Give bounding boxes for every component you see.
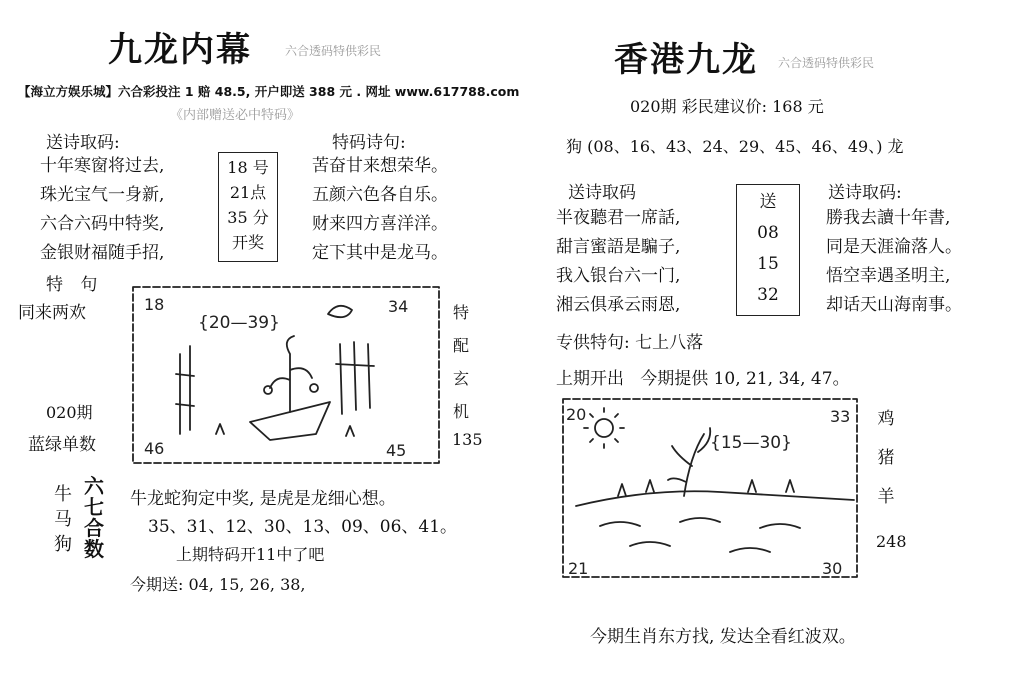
poem-line: 半夜聽君一席話,: [556, 208, 681, 228]
left-sketch: [130, 284, 442, 466]
left-poem1-label: 送诗取码:: [46, 133, 120, 153]
poem-line: 十年寒窗将过去,: [40, 156, 165, 176]
left-slogan: 牛龙蛇狗定中奖, 是虎是龙细心想。: [130, 489, 396, 509]
right-poem1: [556, 204, 680, 320]
poem-line: 却话天山海南事。: [826, 295, 962, 315]
side-char: 机: [452, 402, 469, 421]
poem-line: 湘云俱承云雨恩,: [556, 295, 681, 315]
left-numbers: 35、31、12、30、13、09、06、41。: [148, 517, 458, 537]
ad-banner: 【海立方娱乐城】六合彩投注 1 赔 48.5, 开户即送 388 元 . 网址 www.617788.com: [18, 84, 520, 99]
last-result: 上期特码开11中了吧: [176, 545, 325, 564]
six-seven-char: 合: [84, 516, 104, 540]
rain-lines-icon: [336, 342, 374, 414]
poem-line: 同是天涯淪落人。: [826, 237, 962, 257]
sketch-bl-number: 46: [144, 439, 165, 458]
dog-dragon-line: 狗 (08、16、43、24、29、45、46、49、) 龙: [566, 137, 904, 156]
right-special: 专供特句: 七上八落: [556, 333, 704, 353]
wave-icon: [600, 518, 800, 552]
left-side-number: 135: [452, 430, 483, 449]
grass-icon: [216, 424, 354, 436]
right-title-note: 六合透码特供彩民: [778, 56, 875, 70]
send-numbers-box: [736, 184, 800, 316]
six-seven-char: 七: [84, 495, 104, 519]
draw-day: 18 号: [227, 158, 269, 177]
poem-line: 六合六码中特奖,: [40, 214, 165, 234]
sketch-tr-number: 33: [830, 407, 851, 426]
right-sketch: [560, 396, 860, 582]
side-char: 特: [452, 303, 469, 322]
send-label: 送: [759, 192, 777, 212]
draw-hour: 21点: [229, 183, 267, 202]
draw-time-box: [218, 152, 278, 262]
plant-icon: [270, 336, 312, 412]
shoreline: [576, 491, 854, 506]
side-char: 配: [452, 336, 469, 355]
sketch-br-number: 45: [386, 441, 407, 460]
right-side-number: 248: [876, 532, 907, 551]
poem-line: 定下其中是龙马。: [312, 243, 448, 263]
left-poem1: [40, 152, 164, 268]
side-char: 羊: [877, 487, 895, 507]
six-seven-char: 六: [84, 474, 104, 498]
side-char: 鸡: [877, 409, 895, 429]
sketch-br-number: 30: [822, 559, 843, 578]
poem-line: 财来四方喜洋洋。: [312, 214, 448, 234]
poem-line: 金银财福随手招,: [40, 243, 165, 263]
zodiac-item: 马: [54, 509, 72, 530]
right-side-column: [874, 400, 898, 517]
left-issue: 020期: [46, 403, 93, 422]
left-side-column: [450, 296, 472, 428]
sketch-tl-number: 20: [566, 405, 587, 424]
send-number: 32: [757, 285, 779, 305]
cloud-icon: [328, 306, 352, 317]
right-footer: 今期生肖东方找, 发达全看红波双。: [590, 627, 856, 647]
plant-icon: [668, 428, 710, 496]
poem-line: 悟空幸遇圣明主,: [826, 266, 951, 286]
zodiac-column: [54, 482, 72, 557]
poem-line: 珠光宝气一身新,: [40, 185, 165, 205]
side-char: 玄: [452, 369, 469, 388]
zodiac-item: 牛: [54, 484, 72, 505]
left-title-note: 六合透码特供彩民: [285, 44, 382, 58]
sketch-bl-number: 21: [568, 559, 589, 578]
right-poem2: [826, 204, 962, 320]
sketch-range: {15—30}: [710, 433, 792, 453]
sketch-tl-number: 18: [144, 295, 165, 314]
side-char: 猪: [877, 448, 895, 468]
left-poem2-label: 特码诗句:: [332, 133, 406, 153]
six-seven-char: 数: [84, 537, 104, 561]
poem-line: 我入银台六一门,: [556, 266, 681, 286]
poem-line: 勝我去讀十年書,: [826, 208, 951, 228]
poem-line: 甜言蜜語是騙子,: [556, 237, 681, 257]
send-number: 08: [757, 223, 779, 243]
right-poem1-label: 送诗取码: [568, 183, 636, 203]
right-poem2-label: 送诗取码:: [828, 183, 902, 203]
send-number: 15: [757, 254, 779, 274]
poem-line: 五颜六色各自乐。: [312, 185, 448, 205]
draw-open: 开奖: [231, 233, 264, 252]
right-issue-price: 020期 彩民建议价: 168 元: [630, 97, 824, 116]
left-title: 九龙内幕: [108, 30, 252, 70]
six-seven-column: [84, 476, 104, 560]
sun-icon: [595, 419, 613, 437]
special-text: 同来两欢: [18, 303, 86, 323]
zodiac-item: 狗: [54, 534, 72, 555]
color-tip: 蓝绿单数: [28, 435, 96, 455]
left-subtitle: 《内部赠送必中特码》: [170, 108, 301, 123]
poem-line: 苦奋甘来想荣华。: [312, 156, 448, 176]
right-last-line: 上期开出 今期提供 10, 21, 34, 47。: [556, 369, 850, 389]
sketch-range: {20—39}: [198, 313, 280, 333]
right-title: 香港九龙: [614, 40, 758, 80]
sketch-tr-number: 34: [388, 297, 409, 316]
left-poem2: [312, 152, 448, 268]
today-send: 今期送: 04, 15, 26, 38,: [130, 575, 306, 594]
draw-minute: 35 分: [227, 208, 269, 227]
special-label: 特 句: [46, 275, 104, 295]
rain-lines-icon: [176, 346, 194, 434]
